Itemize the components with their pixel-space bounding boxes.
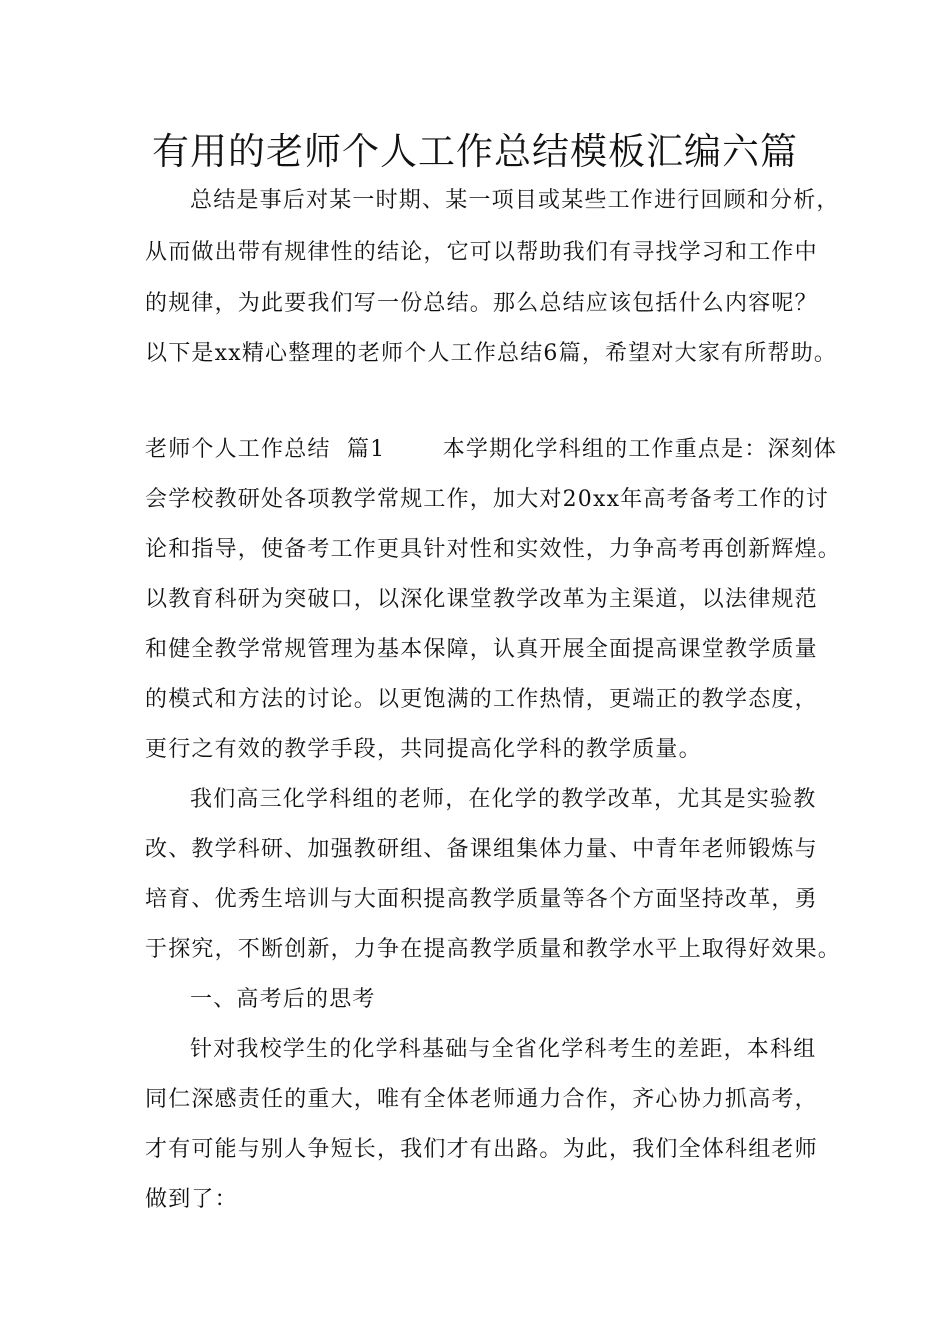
paragraph-line: 更行之有效的教学手段，共同提高化学科的教学质量。 [145, 737, 702, 762]
paragraph-line: 改、教学科研、加强教研组、备课组集体力量、中青年老师锻炼与 [145, 837, 818, 862]
paragraph-line: 我们高三化学科组的老师，在化学的教学改革，尤其是实验教 [190, 787, 817, 812]
paragraph-line: 培育、优秀生培训与大面积提高教学质量等各个方面坚持改革，勇 [145, 887, 818, 912]
paragraph-line: 总结是事后对某一时期、某一项目或某些工作进行回顾和分析， [190, 188, 840, 213]
paragraph-line: 的规律，为此要我们写一份总结。那么总结应该包括什么内容呢？ [145, 291, 818, 316]
paragraph-line: 以教育科研为突破口，以深化课堂教学改革为主渠道，以法律规范 [145, 587, 818, 612]
paragraph-line: 和健全教学常规管理为基本保障，认真开展全面提高课堂教学质量 [145, 637, 818, 662]
paragraph-line: 于探究，不断创新，力争在提高教学质量和教学水平上取得好效果。 [145, 937, 842, 962]
document-title: 有用的老师个人工作总结模板汇编六篇 [152, 130, 798, 173]
section-heading: 一、高考后的思考 [190, 987, 376, 1012]
paragraph-line: 会学校教研处各项教学常规工作，加大对20xx年高考备考工作的讨 [145, 487, 830, 512]
paragraph-line: 老师个人工作总结 篇1 本学期化学科组的工作重点是：深刻体 [145, 437, 838, 462]
paragraph-line: 才有可能与别人争短长，我们才有出路。为此，我们全体科组老师 [145, 1137, 818, 1162]
paragraph-line: 针对我校学生的化学科基础与全省化学科考生的差距，本科组 [190, 1037, 817, 1062]
paragraph-line: 从而做出带有规律性的结论，它可以帮助我们有寻找学习和工作中 [145, 240, 818, 265]
paragraph-line: 同仁深感责任的重大，唯有全体老师通力合作，齐心协力抓高考， [145, 1087, 818, 1112]
paragraph-line: 以下是xx精心整理的老师个人工作总结6篇，希望对大家有所帮助。 [145, 341, 838, 366]
paragraph-line: 的模式和方法的讨论。以更饱满的工作热情，更端正的教学态度， [145, 687, 818, 712]
paragraph-line: 做到了： [145, 1187, 238, 1212]
paragraph-line: 论和指导，使备考工作更具针对性和实效性，力争高考再创新辉煌。 [145, 537, 842, 562]
